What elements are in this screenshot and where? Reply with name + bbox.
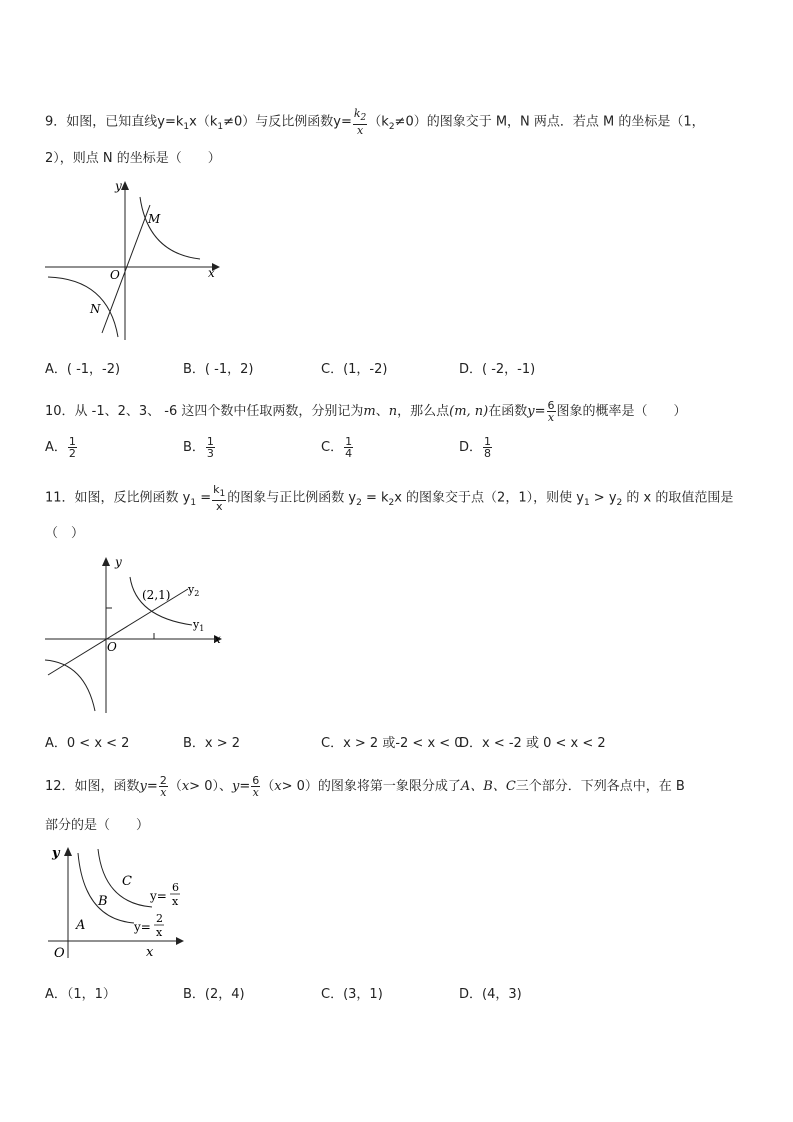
q10-end: 图象的概率是（ ） xyxy=(556,404,687,419)
q12-x-arrow xyxy=(176,937,184,945)
q11-origin-label: O xyxy=(107,640,117,654)
q10-option-d[interactable]: D． $\frac{1}{8}$ xyxy=(459,435,492,460)
q9-x-label: x xyxy=(208,266,215,280)
q10-var-m: m xyxy=(363,404,376,419)
q10-option-b[interactable]: B． $\frac{1}{3}$ xyxy=(183,435,214,460)
q9-option-a[interactable]: A．( -1，-2) xyxy=(45,362,121,377)
q9-eq2b: （k xyxy=(368,114,389,130)
q12-option-a[interactable]: A．（1，1） xyxy=(45,987,116,1002)
q11-figure xyxy=(40,553,230,718)
q12-origin-label: O xyxy=(54,946,65,961)
q10-label: 10．从 -1、2、3、 -6 这四个数中任取两数，分别记为 xyxy=(45,404,364,419)
q11-stem-line2: （ ） xyxy=(45,526,85,541)
q10-option-a[interactable]: A． $\frac{1}{2}$ xyxy=(45,435,76,460)
q10-eq: = xyxy=(534,404,546,419)
q11-option-b[interactable]: B．x > 2 xyxy=(183,736,241,751)
q12-option-b[interactable]: B．(2，4) xyxy=(183,987,245,1002)
q12-label-2-over-x xyxy=(133,912,164,939)
q11-label: 11．如图，反比例函数 y xyxy=(45,490,191,506)
q9-option-b[interactable]: B．( -1，2) xyxy=(183,362,254,377)
q12-region-a: A xyxy=(76,918,86,933)
q12-region-c: C xyxy=(122,874,132,889)
q11-option-c[interactable]: C．x > 2 或-2 < x < 0 xyxy=(321,736,463,751)
q9-y-label: y xyxy=(115,179,122,193)
q10-option-c[interactable]: C． $\frac{1}{4}$ xyxy=(321,435,353,460)
q12-stem-line1: 12．如图，函数y= $\frac{2}{x}$ （x> 0）、y= $\frac{6}{x}$ （x> 0）的图象将第一象限分成了A、B、C三个部分．下列各点中，在 B xyxy=(45,774,685,799)
q12-label: 12．如图，函数 xyxy=(45,779,140,794)
q10-sep: 、 xyxy=(375,404,389,419)
q9-eq1: y=k xyxy=(157,114,184,130)
q11-option-d[interactable]: D．x < -2 或 0 < x < 2 xyxy=(459,736,606,751)
q9-origin-label: O xyxy=(110,268,120,282)
svg-text:6: 6 xyxy=(172,881,179,894)
svg-text:x: x xyxy=(172,895,179,908)
q10-fraction: $\frac{6}{x}$ xyxy=(547,399,555,424)
q12-parts: A、B、C xyxy=(460,779,516,794)
q9-point-n-label: N xyxy=(90,302,101,316)
q12-y-label: y xyxy=(52,846,60,861)
q10-mid: ，那么点 xyxy=(397,404,450,419)
q11-point-label: (2,1) xyxy=(142,588,171,602)
q12-fraction-2: $\frac{6}{x}$ xyxy=(252,774,260,799)
q10-point: (m, n) xyxy=(449,404,489,419)
q12-stem-line2: 部分的是（ ） xyxy=(45,818,150,833)
q11-y-label: y xyxy=(115,555,122,569)
q9-figure xyxy=(40,175,225,345)
q12-region-b: B xyxy=(98,894,108,909)
q12-y-arrow xyxy=(64,847,72,856)
q9-eq2: y= xyxy=(333,114,352,130)
q9-eq1b: x（k xyxy=(189,114,218,130)
q12-fraction-1: $\frac{2}{x}$ xyxy=(159,774,167,799)
svg-text:2: 2 xyxy=(156,912,163,925)
q11-option-a[interactable]: A．0 < x < 2 xyxy=(45,736,130,751)
svg-text:y=: y= xyxy=(150,889,167,903)
q11-y1-label: $y_1$ xyxy=(193,618,205,633)
q12-label-6-over-x xyxy=(149,881,180,908)
q9-stem-line1: 9．如图，已知直线$y=k_1x(k_1\ne 0)$与反比例函数y= $\frac{k_2}{x}$ $(k_2\ne 0)$的图象交于 M，N 两点．若点 M 的坐标是（1， xyxy=(45,107,705,138)
q9-label: 9．如图，已知直线 xyxy=(45,114,158,130)
q12-option-c[interactable]: C．(3，1) xyxy=(321,987,383,1002)
q10-stem xyxy=(45,400,687,423)
q11-y2-label: $y_2$ xyxy=(188,583,200,598)
q12-figure xyxy=(42,843,192,968)
q9-y-arrow xyxy=(121,181,129,190)
q9-option-d[interactable]: D．( -2，-1) xyxy=(459,362,536,377)
q11-y-arrow xyxy=(102,557,110,566)
q11-x-label: x xyxy=(214,632,221,646)
q9-eq1c: ≠0）与反比例函数 xyxy=(223,114,334,130)
q10-var-n: n xyxy=(388,404,398,419)
q10-mid2: 在函数 xyxy=(488,404,528,419)
svg-text:y=: y= xyxy=(134,920,151,934)
q12-option-d[interactable]: D．(4，3) xyxy=(459,987,522,1002)
q9-eq2c: ≠0）的图象交于 M，N 两点．若点 M 的坐标是（1， xyxy=(394,114,705,130)
q9-stem-line2: 2），则点 N 的坐标是（ ） xyxy=(45,151,221,166)
q9-option-c[interactable]: C．(1，-2) xyxy=(321,362,388,377)
q12-x-label: x xyxy=(146,945,154,960)
q9-point-m-label: M xyxy=(148,212,161,226)
q9-hyperbola-q3 xyxy=(48,277,118,337)
q11-fraction: $\frac{k_1}{x}$ xyxy=(213,483,226,514)
svg-text:x: x xyxy=(156,926,163,939)
q9-fraction: $\frac{k_2}{x}$ xyxy=(353,107,367,138)
q11-stem-line1: 11．如图，反比例函数 $y_1$ = $\frac{k_1}{x}$ 的图象与正比例函数 $y_2 = k_2x$ 的图象交于点（2，1），则使 $y_1 > y_2$ 的 x 的取值范围是 xyxy=(45,483,734,514)
q10-y: y xyxy=(527,404,535,419)
q11-hyperbola-q3 xyxy=(45,660,95,711)
